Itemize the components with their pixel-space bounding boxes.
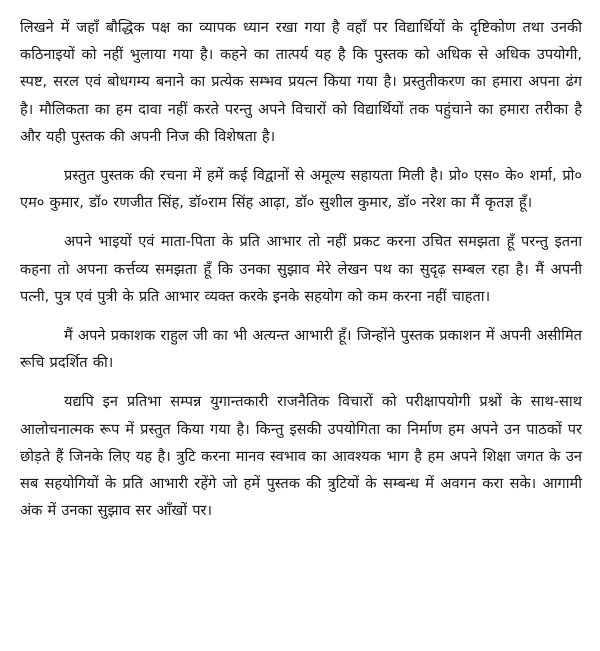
paragraph-acknowledgement-scholars: प्रस्तुत पुस्तक की रचना में हमें कई विद्वानों से अमूल्य सहायता मिली है। प्रो० एस० के० शर्मा, प्रो० एम० कुमार, डॉ० रणजीत सिंह, डॉ०राम सिंह आढ़ा, डॉ० सुशील कुमार, डॉ० नरेश का मैं कृतज्ञ हूँ।	[20, 167, 582, 212]
paragraph-acknowledgement-publisher: मैं अपने प्रकाशक राहुल जी का भी अत्यन्त आभारी हूँ। जिन्होंने पुस्तक प्रकाशन में अपनी असीमित रूचि प्रदर्शित की।	[20, 327, 582, 372]
paragraph-closing: यद्यपि इन प्रतिभा सम्पन्न युगान्तकारी राजनैतिक विचारों को परीक्षापयोगी प्रश्नों के साथ-साथ आलोचनात्मक रूप में प्रस्तुत किया गया है। किन्तु इसकी उपयोगिता का निर्माण हम अपने उन पाठकों पर छोड़ते हैं जिनके लिए यह है। त्रुटि करना मानव स्वभाव का आवश्यक भाग है हम अपने शिक्षा जगत के उन सब सहयोगियों के प्रति आभारी रहेंगे जो हमें पुस्तक की त्रुटियों के सम्बन्ध में अवगन करा सके। आगामी अंक में उनका सुझाव सर आँखों पर।	[20, 393, 582, 520]
paragraph-intro: लिखने में जहाँ बौद्धिक पक्ष का व्यापक ध्यान रखा गया है वहाँ पर विद्यार्थियों के दृष्टिकोण तथा उनकी कठिनाइयों को नहीं भुलाया गया है। कहने का तात्पर्य यह है कि पुस्तक को अधिक से अधिक उपयोगी, स्पष्ट, सरल एवं बोधगम्य बनाने का प्रत्येक सम्भव प्रयत्न किया गया है। प्रस्तुतीकरण का हमारा अपना ढंग है। मौलिकता का हम दावा नहीं करते परन्तु अपने विचारों को विद्यार्थियों तक पहुंचाने का हमारा तरीका है और यही पुस्तक की अपनी निज की विशेषता है।	[20, 19, 582, 145]
paragraph-acknowledgement-family: अपने भाइयों एवं माता-पिता के प्रति आभार तो नहीं प्रकट करना उचित समझता हूँ परन्तु इतना कहना तो अपना कर्त्तव्य समझता हूँ कि उनका सुझाव मेरे लेखन पथ का सुदृढ़ सम्बल रहा है। मैं अपनी पत्नी, पुत्र एवं पुत्री के प्रति आभार व्यक्त करके इनके सहयोग को कम करना नहीं चाहता।	[20, 233, 582, 305]
